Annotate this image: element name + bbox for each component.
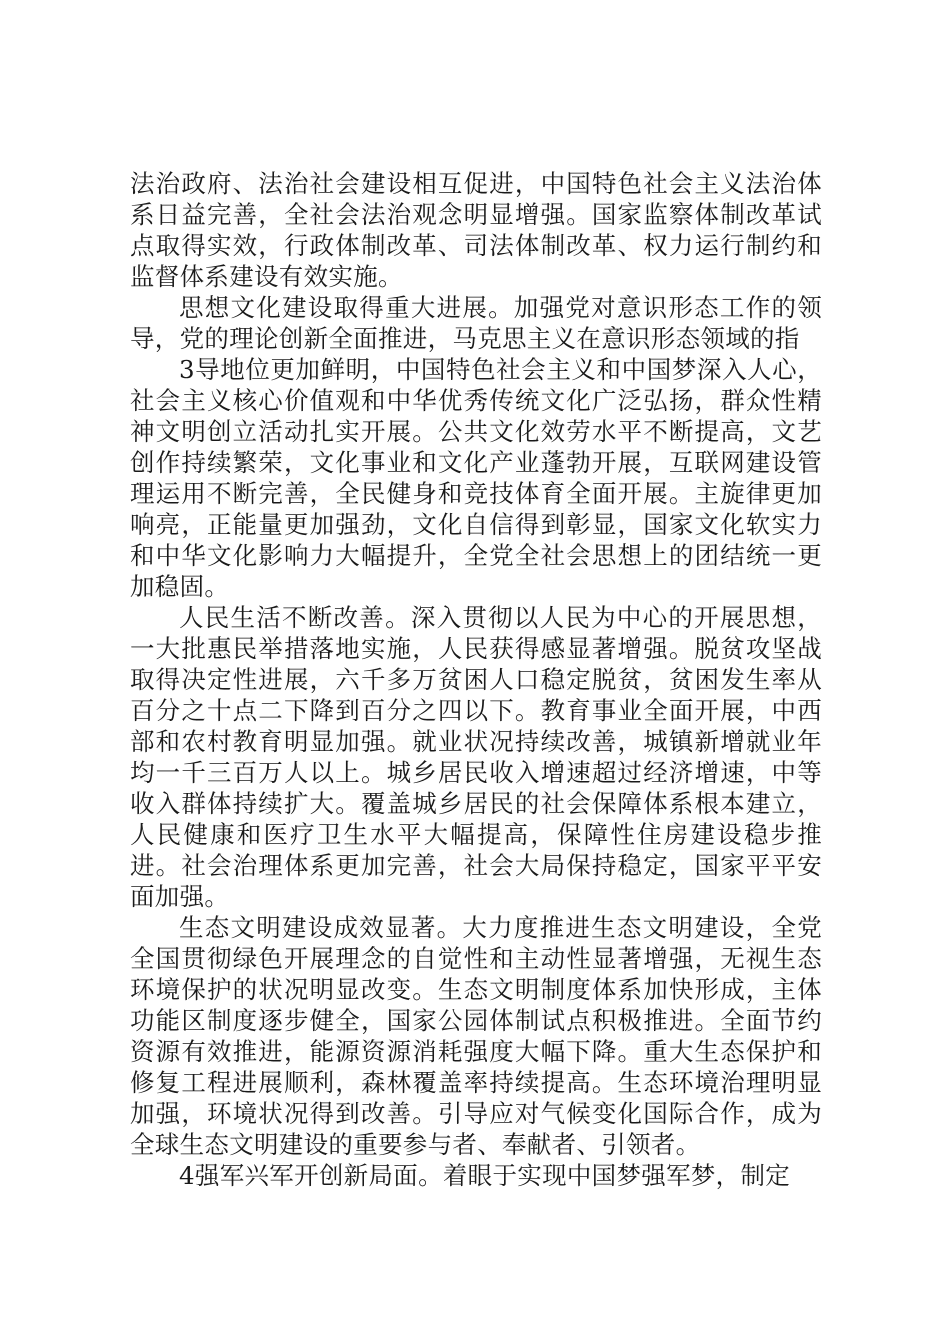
paragraph-guiding-position: 3导地位更加鲜明，中国特色社会主义和中国梦深入人心，社会主义核心价值观和中华优秀传统文化广泛弘扬，群众性精神文明创立活动扎实开展。公共文化效劳水平不断提高，文艺创作持续繁荣，文化事业和文化产业蓬勃开展，互联网建设管理运用不断完善，全民健身和竞技体育全面开展。主旋律更加响亮，正能量更加强劲，文化自信得到彰显，国家文化软实力和中华文化影响力大幅提升，全党全社会思想上的团结统一更加稳固。 — [130, 355, 822, 601]
paragraph-rule-of-law: 法治政府、法治社会建设相互促进，中国特色社会主义法治体系日益完善，全社会法治观念明显增强。国家监察体制改革试点取得实效，行政体制改革、司法体制改革、权力运行制约和监督体系建设有效实施。 — [130, 169, 822, 291]
paragraph-military: 4强军兴军开创新局面。着眼于实现中国梦强军梦，制定 — [179, 1161, 791, 1190]
paragraph-ideology-culture: 思想文化建设取得重大进展。加强党对意识形态工作的领导，党的理论创新全面推进，马克思主义在意识形态领域的指 — [130, 293, 822, 353]
paragraph-ecological-civilization: 生态文明建设成效显著。大力度推进生态文明建设，全党全国贯彻绿色开展理念的自觉性和主动性显著增强，无视生态环境保护的状况明显改变。生态文明制度体系加快形成，主体功能区制度逐步健全，国家公园体制试点积极推进。全面节约资源有效推进，能源资源消耗强度大幅下降。重大生态保护和修复工程进展顺利，森林覆盖率持续提高。生态环境治理明显加强，环境状况得到改善。引导应对气候变化国际合作，成为全球生态文明建设的重要参与者、奉献者、引领者。 — [130, 913, 822, 1159]
paragraph-people-livelihood: 人民生活不断改善。深入贯彻以人民为中心的开展思想，一大批惠民举措落地实施，人民获得感显著增强。脱贫攻坚战取得决定性进展，六千多万贫困人口稳定脱贫，贫困发生率从百分之十点二下降到百分之四以下。教育事业全面开展，中西部和农村教育明显加强。就业状况持续改善，城镇新增就业年均一千三百万人以上。城乡居民收入增速超过经济增速，中等收入群体持续扩大。覆盖城乡居民的社会保障体系根本建立，人民健康和医疗卫生水平大幅提高，保障性住房建设稳步推进。社会治理体系更加完善，社会大局保持稳定，国家平平安面加强。 — [130, 603, 822, 911]
document-body — [130, 168, 822, 1191]
